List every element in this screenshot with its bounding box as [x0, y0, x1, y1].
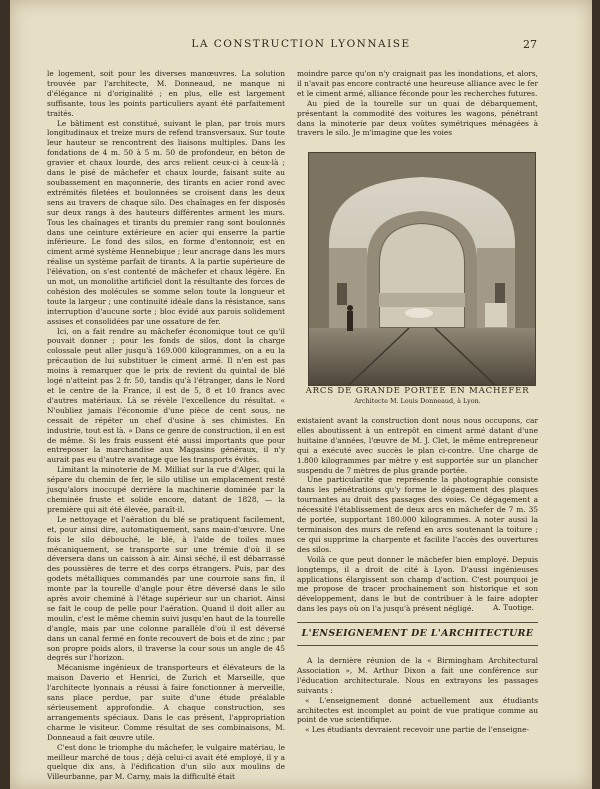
right-column-bottom	[297, 416, 538, 616]
caption-credit: Architecte M. Louis Donneaud, à Lyon.	[354, 397, 481, 405]
journal-page	[10, 0, 592, 789]
paragraph: Le nettoyage et l'aération du blé se pratiquent facilement, et, pour ainsi dire, automatiquement, sans main-d'œuvre. Une fois le silo débouché, le blé, à l'aide de toiles mues mécaniquement, se transporte sur une trémie d'où il se déversera dans un caisson à air. Ainsi séché, il est débarrassé des poussières de terre et des corps étrangers. Puis, par des godets métalliques commandés par une courroie sans fin, il monte par la tourelle d'angle pour être déversé dans le silo après avoir cheminé à l'étage supérieur sur un chariot. Ainsi se fait le coup de pelle pour l'aération. Quand il doit aller au moulin, c'est le même chemin suivi jusqu'en haut de la tourelle d'angle, mais par une colonne parallèle d'où il est déversé dans un canal fermé en fonte recouvert de bois et de zinc ; par son propre poids alors, il traverse la cour sous un angle de 45 degrés sur l'horizon.	[47, 514, 285, 663]
paragraph: Une particularité que représente la photographie consiste dans les pénétrations qu'y forme le dégagement des plaques tournantes au droit des passages des voies. Ce dégagement a nécessité l'établissement de deux arcs en mâchefer de 7 m. 35 de portée, supportant 180.000 kilogrammes. A noter aussi la terminaison des murs de refend en arcs soutenant la toiture ; ce qui supprime la charpente et facilite l'accès des ouvertures des silos.	[297, 475, 538, 554]
section-rule-top	[297, 622, 538, 623]
paragraph: Limitant la minoterie de M. Milliat sur la rue d'Alger, qui la sépare du chemin de fer, le silo utilise un emplacement resté jusqu'alors inoccupé derrière la machinerie dominée par la cheminée fruste et solide encore, datant de 1828, — la première qui ait été élevée, paraît-il.	[47, 465, 285, 514]
paragraph: Ici, on a fait rendre au mâchefer économique tout ce qu'il pouvait donner ; pour les fonds de silos, dont la charge colossale peut aller jusqu'à 169.000 kilogrammes, on a eu la précaution de lui substituer le ciment armé. Il n'en est pas moins à remarquer que le prix de revient du quintal de blé logé n'atteint pas 2 fr. 50, tandis qu'à l'étranger, dans le Nord et le centre de la France, il est de 5, 8 et 10 francs avec d'autres matériaux. Là se révèle l'excellence du résultat. « N'oubliez jamais l'économie d'une pièce de cent sous, ne cessait de répéter un chef d'usine à ses chimistes. En industrie, tout est là. » Dans ce genre de construction, il en est de même. Si les frais eussent été aussi importants que pour entreposer la marchandise aux Magasins généraux, il n'y aurait pas eu d'autre avantage que les transports évités.	[47, 326, 285, 465]
paragraph: Au pied de la tourelle sur un quai de débarquement, présentant la commodité des voitures les wagons, pénétrant dans la minoterie par deux voûtes symétriques ménagées à travers le silo. Je m'imagine que les voies	[297, 98, 538, 138]
paragraph: existaient avant la construction dont nous nous occupons, car elles aboutissent à un entrepôt en ciment armé datant d'une huitaine d'années, l'œuvre de M. J. Clet, le même entrepreneur qui a exécuté avec succès le plan ci-contre. Une charge de 1.800 kilogrammes par mètre y est supportée sur un plancher suspendu de 7 mètres de plus grande portée.	[297, 416, 538, 475]
paragraph: A la dernière réunion de la « Birmingham Architectural Association », M. Arthur Dixon a fait une conférence sur l'éducation architecturale. Nous en extrayons les passages suivants :	[297, 656, 538, 695]
left-column	[47, 69, 285, 782]
paragraph: « Les étudiants devraient recevoir une partie de l'enseigne-	[305, 725, 529, 735]
author-signature: A. Tuotige.	[493, 603, 534, 612]
article-title: L'ENSEIGNEMENT DE L'ARCHITECTURE	[301, 628, 534, 639]
section-rule-bottom	[297, 645, 538, 646]
paragraph: Mécanisme ingénieux de transporteurs et élévateurs de la maison Daverio et Henrici, de Zurich et Marseille, que l'architecte lyonnais a réussi à faire fonctionner à merveille, sans place perdue, par suite d'une étude préalable sérieusement approfondie. A chaque construction, ses arrangements spéciaux. Dans le cas présent, l'appropriation charme le visiteur. Comme résultat de ses combinaisons, M. Donneaud a fait œuvre utile.	[47, 663, 285, 742]
arch-photograph-image	[309, 153, 535, 385]
paragraph: moindre parce qu'on n'y craignait pas les inondations, et alors, il n'avait pas encore contracté une heureuse alliance avec le fer et le ciment armé, alliance féconde pour les recherches futures.	[297, 69, 538, 98]
paragraph: Le bâtiment est constitué, suivant le plan, par trois murs longitudinaux et treize murs de refend transversaux. Sur toute leur hauteur se rencontrent des liaisons multiples. Dans les fondations de 4 m. 50 à 5 m. 50 de profondeur, en béton de gravier et chaux lourde, des arcs relient ceux-ci à ceux-là ; dans le pisé de mâchefer et chaux lourde, faisant suite au soubassement en maçonnerie, des tirants en acier rond avec extrémités filetées et boulonnées se croisent dans les deux sens au travers de chaque silo. Des chaînages en fer disposés sur deux rangs à des hauteurs différentes arment les murs. Tous les chaînages et tirants du premier rang sont boulonnés dans une ceinture extérieure en acier qui enserre la partie inférieure. Le fond des silos, en forme d'entonnoir, est en ciment armé système Hennebique ; leur ancrage dans les murs réalise un système parfait de tirants. A la partie supérieure de l'élévation, on s'est contenté de mâchefer et chaux légère. En un mot, un monolithe artificiel dont la résultante des forces de cohésion des molécules se somme selon toute la longueur et toute la largeur ; une continuité idéale dans la résistance, sans interruption d'aucune sorte ; bloc évidé aux parois solidement assises et consolidées par une ossature de fer.	[47, 118, 285, 326]
paragraph: « L'enseignement donné actuellement aux étudiants architectes est incomplet au point de vue pratique comme au point de vue scientifique.	[297, 695, 538, 725]
paragraph: Voilà ce que peut donner le mâchefer bien employé. Depuis longtemps, il a droit de cité à Lyon. D'aussi ingénieuses applications élargissent son champ d'action. C'est pourquoi je me propose de tracer prochainement son historique et son développement, dans le but de contribuer à le faire adopter dans les pays où on l'a jusqu'à présent négligé.	[297, 554, 538, 614]
figure-caption	[297, 386, 538, 405]
page-number: 27	[523, 38, 537, 51]
running-head	[10, 38, 592, 56]
right-column-top	[297, 69, 538, 149]
running-title: LA CONSTRUCTION LYONNAISE	[191, 38, 411, 50]
paragraph: C'est donc le triomphe du mâchefer, le vulgaire matériau, le meilleur marché de tous ; déjà celui-ci avait été employé, il y a quelque dix ans, à l'édification d'un silo aux moulins de Villeurbanne, par M. Carny, mais la difficulté était	[47, 742, 285, 782]
arch-photograph	[308, 152, 536, 386]
caption-title: ARCS DE GRANDE PORTÉE EN MACHEFER	[305, 386, 530, 396]
article-body	[297, 656, 538, 778]
paragraph: le logement, soit pour les diverses manœuvres. La solution trouvée par l'architecte, M. Donneaud, ne manque ni d'élégance ni d'originalité ; en plus, elle est largement suffisante, tous les points particuliers ayant été parfaitement traités.	[47, 69, 285, 118]
